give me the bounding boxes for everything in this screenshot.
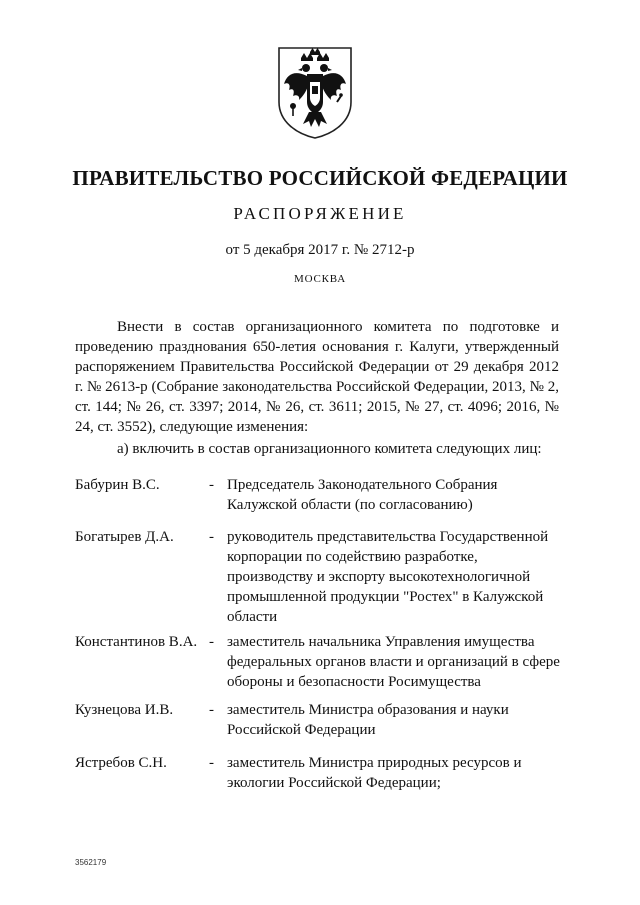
document-code: 3562179 [75, 858, 107, 867]
document-type: РАСПОРЯЖЕНИЕ [233, 204, 407, 223]
russian-coat-of-arms-icon [273, 44, 357, 140]
member-role: заместитель Министра образования и науки Российской Федерации [227, 702, 509, 738]
order-intro [75, 317, 559, 437]
member-dash: - [209, 634, 214, 650]
member-dash: - [209, 702, 214, 718]
member-dash: - [209, 529, 214, 545]
intro-paragraph: Внести в состав организационного комитета по подготовке и проведению празднования 650-летия основания г. Калуги, утвержденный распоряжением Правительства Российской Федерации от 29 декабря 2012 г. № 2613-р (Собрание законодательства Российской Федерации, 2013, № 2, ст. 144; № 26, ст. 3397; 2014, № 26, ст. 3611; 2015, № 27, ст. 4096; 2016, № 24, ст. 3552), следующие изменения: [75, 319, 559, 435]
government-title: ПРАВИТЕЛЬСТВО РОССИЙСКОЙ ФЕДЕРАЦИИ [72, 166, 568, 190]
member-dash: - [209, 477, 214, 493]
member-dash: - [209, 755, 214, 771]
member-role: Председатель Законодательного Собрания Калужской области (по согласованию) [227, 477, 498, 513]
member-name: Бабурин В.С. [75, 477, 160, 493]
member-name: Константинов В.А. [75, 634, 198, 650]
item-a: а) включить в состав организационного комитета следующих лиц: [117, 441, 542, 457]
city-name: МОСКВА [294, 273, 346, 285]
member-role: заместитель начальника Управления имущества федеральных органов власти и организаций в сфере обороны и безопасности Росимущества [227, 634, 560, 690]
member-name: Кузнецова И.В. [75, 702, 174, 718]
member-name: Ястребов С.Н. [75, 755, 167, 771]
member-name: Богатырев Д.А. [75, 529, 174, 545]
date-and-number: от 5 декабря 2017 г. № 2712-р [225, 242, 415, 258]
member-role: руководитель представительства Государственной корпорации по содействию разработке, производству и экспорту высокотехнологичной промышленной продукции "Ростех" в Калужской области [227, 529, 549, 625]
member-role: заместитель Министра природных ресурсов и экологии Российской Федерации; [227, 755, 522, 791]
